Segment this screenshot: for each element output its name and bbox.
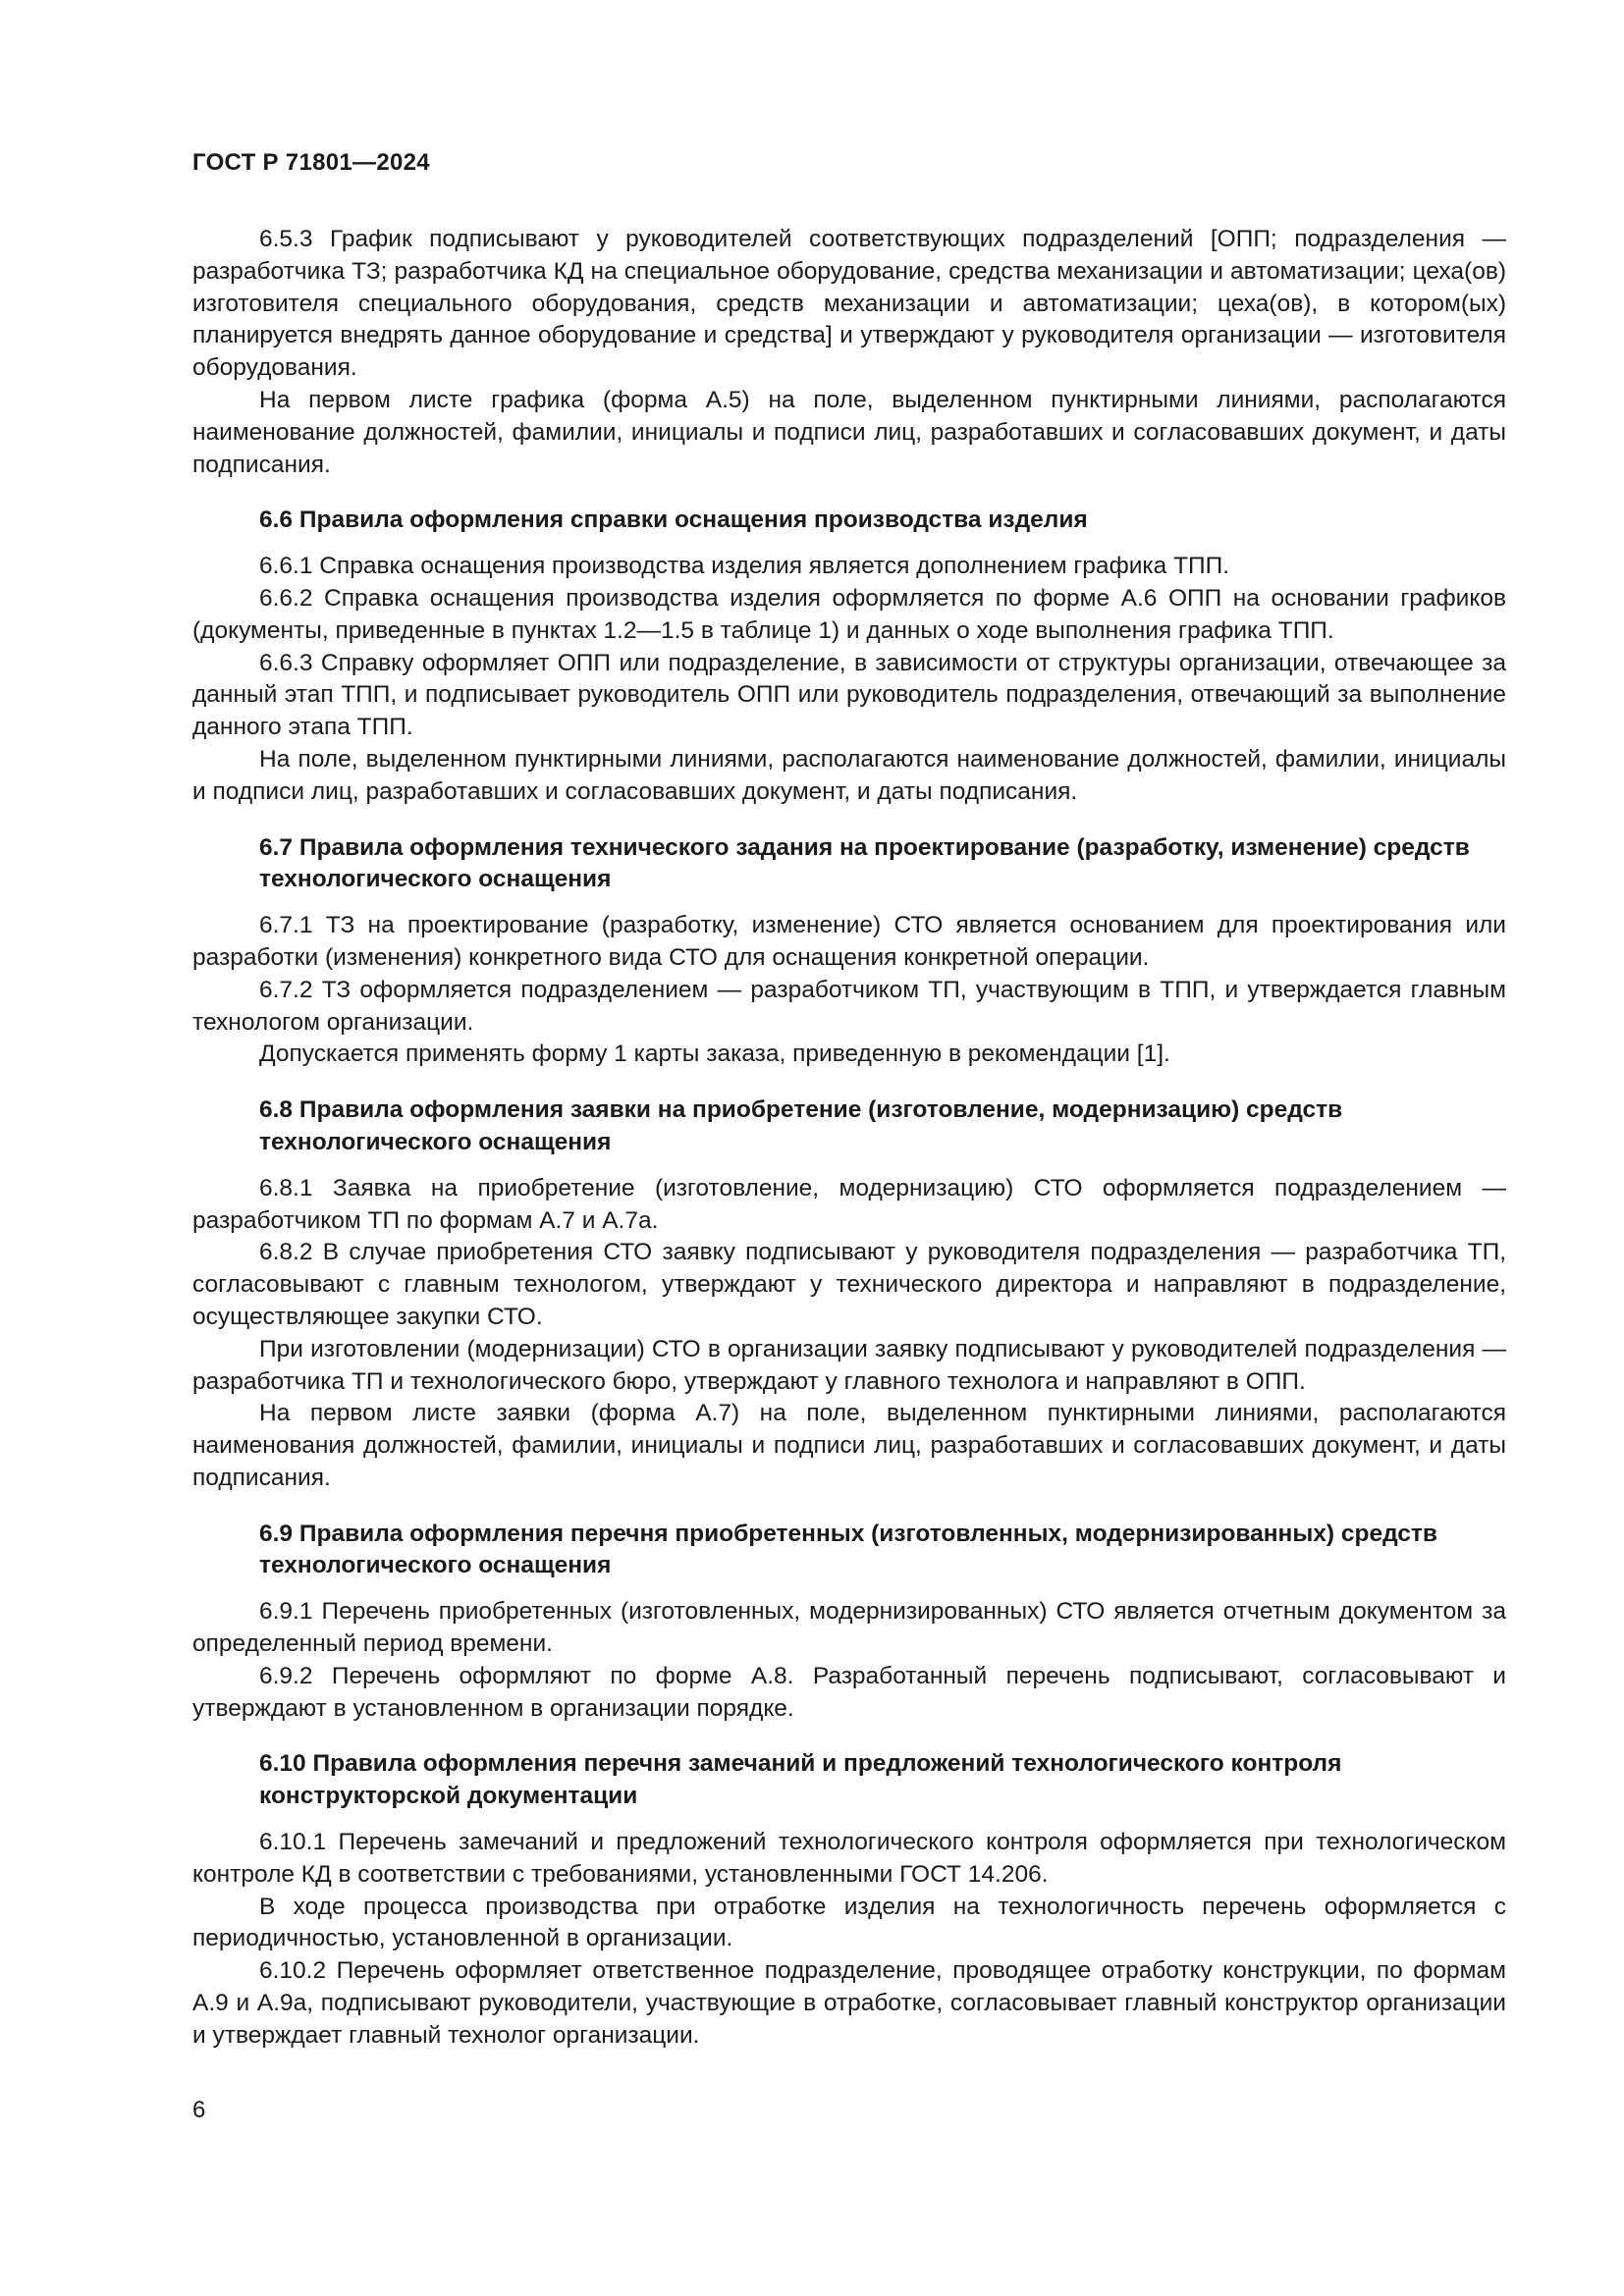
paragraph: 6.6.2 Справка оснащения производства изделия оформляется по форме А.6 ОПП на основании графиков (документы, приведенные в пунктах 1.2—1.5 в таблице 1) и данных о ходе выполнения графика ТПП. — [192, 584, 1506, 644]
section-heading-6-10: 6.10 Правила оформления перечня замечаний и предложений технологического контроля конструкторской документации — [259, 1750, 1342, 1810]
paragraph: На поле, выделенном пунктирными линиями, располагаются наименование должностей, фамилии, инициалы и подписи лиц, разработавших и согласовавших документ, и даты подписания. — [192, 745, 1506, 805]
paragraph: 6.7.1 ТЗ на проектирование (разработку, изменение) СТО является основанием для проектирования или разработки (изменения) конкретного вида СТО для оснащения конкретной операции. — [192, 912, 1506, 971]
paragraph: 6.8.2 В случае приобретения СТО заявку подписывают у руководителя подразделения — разработчика ТП, согласовывают с главным технологом, утверждают у технического директора и направляют в подразделение, осуществляющее закупки СТО. — [192, 1239, 1506, 1330]
paragraph: На первом листе графика (форма А.5) на поле, выделенном пунктирными линиями, располагаются наименование должностей, фамилии, инициалы и подписи лиц, разработавших и согласовавших документ, и даты подписания. — [192, 386, 1506, 478]
page-number: 6 — [192, 2097, 206, 2123]
section-heading-6-7: 6.7 Правила оформления технического задания на проектирование (разработку, изменение) средств технологического оснащения — [259, 833, 1470, 893]
document-header: ГОСТ Р 71801—2024 — [192, 149, 430, 176]
paragraph: В ходе процесса производства при отработке изделия на технологичность перечень оформляется с периодичностью, установленной в организации. — [192, 1893, 1506, 1952]
paragraph: 6.8.1 Заявка на приобретение (изготовление, модернизацию) СТО оформляется подразделением — разработчиком ТП по формам А.7 и А.7а. — [192, 1174, 1506, 1234]
paragraph: 6.10.1 Перечень замечаний и предложений технологического контроля оформляется при технологическом контроле КД в соответствии с требованиями, установленными ГОСТ 14.206. — [192, 1829, 1506, 1888]
paragraph: 6.6.3 Справку оформляет ОПП или подразделение, в зависимости от структуры организации, отвечающее за данный этап ТПП, и подписывает руководитель ОПП или руководитель подразделения, отвечающий за выполнение данного этапа ТПП. — [192, 649, 1506, 741]
section-heading-6-9: 6.9 Правила оформления перечня приобретенных (изготовленных, модернизированных) средств технологического оснащения — [259, 1520, 1437, 1579]
paragraph: При изготовлении (модернизации) СТО в организации заявку подписывают у руководителей подразделения — разработчика ТП и технологического бюро, утверждают у главного технолога и направляют в ОПП. — [192, 1335, 1506, 1395]
paragraph: 6.5.3 График подписывают у руководителей соответствующих подразделений [ОПП; подразделения — разработчика ТЗ; разработчика КД на специальное оборудование, средства механизации и автоматизации; цеха(ов) изготовителя специального оборудования, средств механизации и автоматизации; цеха(ов), в котором(ых) планируется внедрять данное оборудование и средства] и утверждают у руководителя организации — изготовителя оборудования. — [192, 226, 1506, 382]
paragraph: 6.9.2 Перечень оформляют по форме А.8. Разработанный перечень подписывают, согласовывают и утверждают в установленном в организации порядке. — [192, 1662, 1506, 1722]
paragraph: 6.6.1 Справка оснащения производства изделия является дополнением графика ТПП. — [259, 553, 1230, 580]
paragraph: На первом листе заявки (форма А.7) на поле, выделенном пунктирными линиями, располагаются наименования должностей, фамилии, инициалы и подписи лиц, разработавших и согласовавших документ, и даты подписания. — [192, 1400, 1506, 1491]
section-heading-6-8: 6.8 Правила оформления заявки на приобретение (изготовление, модернизацию) средств технологического оснащения — [259, 1096, 1343, 1155]
section-heading-6-6: 6.6 Правила оформления справки оснащения производства изделия — [259, 507, 1088, 534]
paragraph: Допускается применять форму 1 карты заказа, приведенную в рекомендации [1]. — [259, 1041, 1170, 1068]
paragraph: 6.7.2 ТЗ оформляется подразделением — разработчиком ТП, участвующим в ТПП, и утверждается главным технологом организации. — [192, 976, 1506, 1036]
paragraph: 6.10.2 Перечень оформляет ответственное подразделение, проводящее отработку конструкции, по формам А.9 и А.9а, подписывают руководители, участвующие в отработке, согласовывает главный конструктор организации и утверждает главный технолог организации. — [192, 1957, 1506, 2049]
document-body — [192, 224, 1506, 2053]
paragraph: 6.9.1 Перечень приобретенных (изготовленных, модернизированных) СТО является отчетным документом за определенный период времени. — [192, 1598, 1506, 1658]
